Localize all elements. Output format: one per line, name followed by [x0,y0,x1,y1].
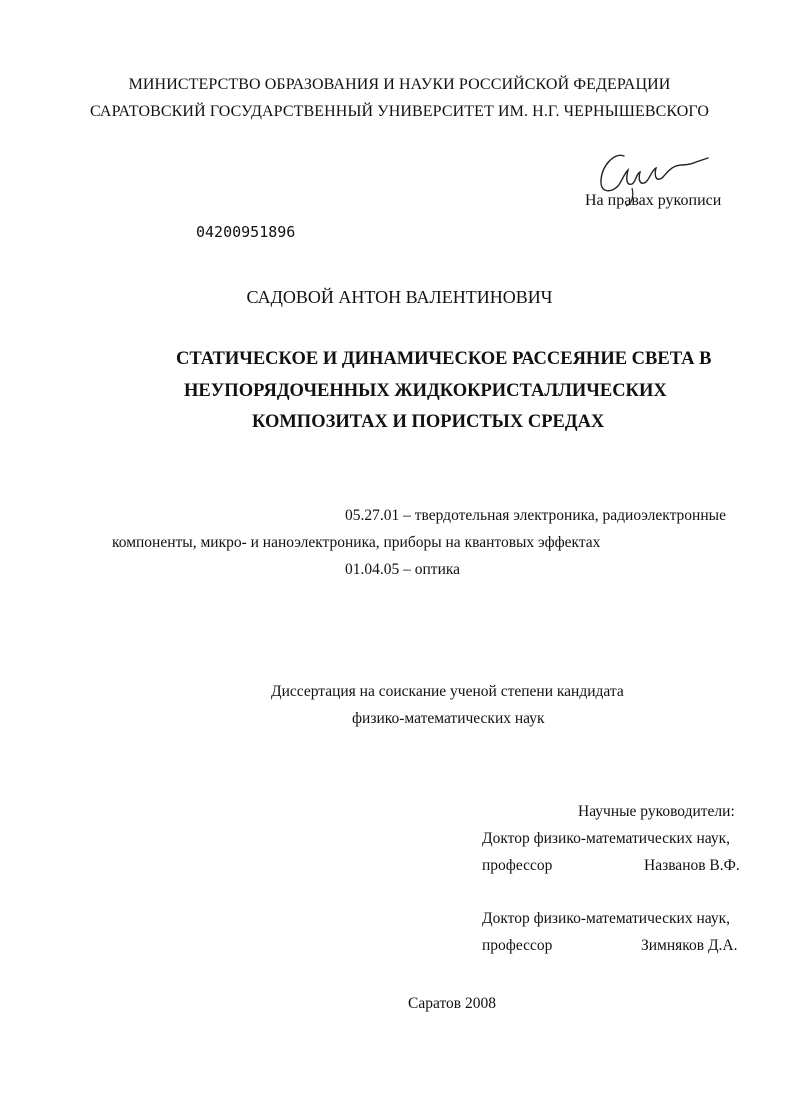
supervisors-heading: Научные руководители: [578,803,735,820]
university-heading: САРАТОВСКИЙ ГОСУДАРСТВЕННЫЙ УНИВЕРСИТЕТ ИМ. Н.Г. ЧЕРНЫШЕВСКОГО [89,103,710,120]
supervisor-2-name: Зимняков Д.А. [641,937,738,954]
supervisor-2-degree: Доктор физико-математических наук, [482,910,731,927]
manuscript-note: На правах рукописи [585,192,722,209]
supervisor-1-rank: профессор [482,857,553,874]
supervisor-2-rank: профессор [482,937,553,954]
specialty-line-2: компоненты, микро- и наноэлектроника, приборы на квантовых эффектах [112,534,601,551]
ministry-heading: МИНИСТЕРСТВО ОБРАЗОВАНИЯ И НАУКИ РОССИЙСКОЙ ФЕДЕРАЦИИ [128,76,671,93]
specialty-line-3: 01.04.05 – оптика [345,561,461,578]
title-line-2: НЕУПОРЯДОЧЕННЫХ ЖИДКОКРИСТАЛЛИЧЕСКИХ [184,381,667,401]
footer-city-year: Саратов 2008 [408,995,496,1012]
registration-number: 04200951896 [196,223,296,241]
dissertation-line-1: Диссертация на соискание ученой степени кандидата [271,683,624,700]
author-name: САДОВОЙ АНТОН ВАЛЕНТИНОВИЧ [246,287,553,307]
dissertation-line-2: физико-математических наук [352,710,545,727]
supervisor-1-name: Названов В.Ф. [644,857,740,874]
title-line-1: СТАТИЧЕСКОЕ И ДИНАМИЧЕСКОЕ РАССЕЯНИЕ СВЕТА В [176,349,712,369]
specialty-line-1: 05.27.01 – твердотельная электроника, радиоэлектронные [345,507,726,524]
title-line-3: КОМПОЗИТАХ И ПОРИСТЫХ СРЕДАХ [252,412,605,432]
supervisor-1-degree: Доктор физико-математических наук, [482,830,731,847]
